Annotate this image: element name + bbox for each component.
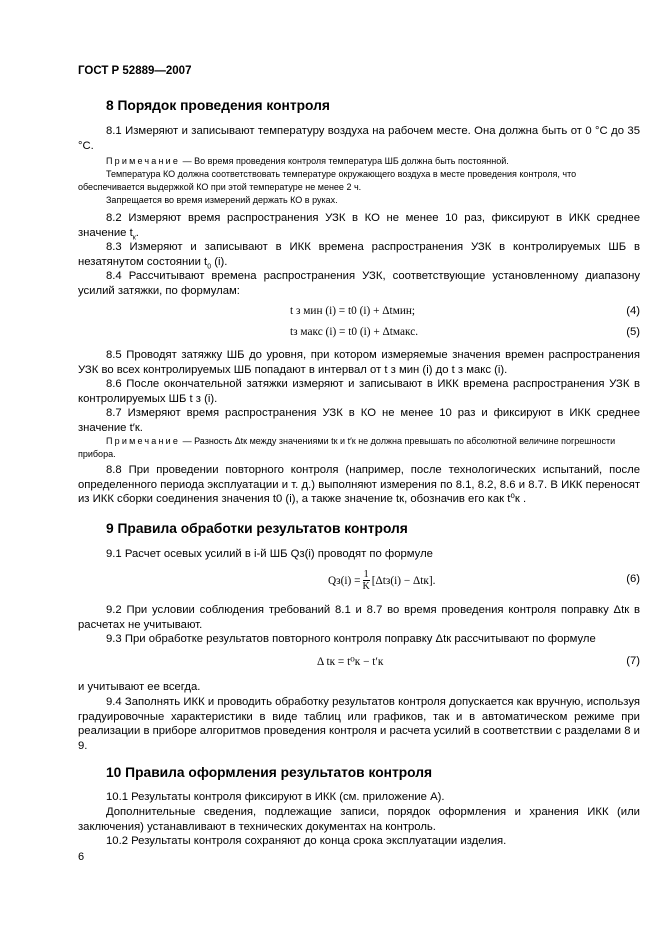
- para-8-3: 8.3 Измеряют и записывают в ИКК времена распространения УЗК в контролируемых ШБ в незатянутом состоянии $t_0$ (i).: [78, 241, 640, 270]
- formula-4: t з мин (i) = t0 (i) + Δtмин;: [290, 305, 416, 317]
- formula-6: Qз(i) = $\frac{1}{K}$ [Δtз(i) − Δtк].: [328, 569, 436, 592]
- para-8-8: 8.8 При проведении повторного контроля (например, после технологических испытаний, после определенного периода эксплуатации и т. д.) выполняют измерения по 8.1, 8.2, 8.6 и 8.7. В ИКК переносят из ИКК сборки соединения значения t0 (i), а также значение tк, обозначив его как t⁰к .: [78, 464, 640, 506]
- formula-4-number: (4): [626, 305, 640, 317]
- formula-7-number: (7): [626, 655, 640, 667]
- para-10-1-extra: Дополнительные сведения, подлежащие записи, порядок оформления и хранения ИКК (или заключения) устанавливают в технических документах на контроль.: [78, 806, 640, 833]
- para-8-7: 8.7 Измеряют время распространения УЗК в КО не менее 10 раз и фиксируют в ИКК среднее значение t′к.: [78, 407, 640, 434]
- note-label-2: Примечание: [106, 436, 181, 446]
- page-number: 6: [78, 851, 85, 863]
- note-label: Примечание: [106, 156, 181, 166]
- formula-5: tз макс (i) = t0 (i) + Δtмакс.: [290, 326, 419, 338]
- section-10-title: 10 Правила оформления результатов контроля: [106, 765, 433, 780]
- para-8-4: 8.4 Рассчитывают времена распространения УЗК, соответствующие установленному диапазону усилий затяжки, по формулам:: [78, 270, 640, 297]
- note-1: Примечание — Во время проведения контроля температура ШБ должна быть постоянной. Температура КО должна соответствовать температуре окружающего воздуха в месте проведения контроля, что обеспечивается выдержкой КО при этой температуре не менее 2 ч. Запрещается во время измерений держать КО в руках.: [78, 156, 577, 205]
- para-8-6: 8.6 После окончательной затяжки измеряют и записывают в ИКК времена распространения УЗК в контролируемых ШБ t з (i).: [78, 378, 640, 405]
- formula-6-number: (6): [626, 573, 640, 585]
- formula-5-number: (5): [626, 326, 640, 338]
- para-9-4: 9.4 Заполнять ИКК и проводить обработку результатов контроля допускается как вручную, используя градуировочные характеристики в виде таблиц или графиков, так и в автоматическом режиме при реализации в приборе алгоритмов проведения контроля и расчета усилий в соответствии с разделами 8 и 9.: [78, 696, 640, 752]
- para-9-3-tail: и учитывают ее всегда.: [78, 681, 201, 693]
- document-header: ГОСТ Р 52889—2007: [78, 65, 192, 77]
- para-8-1: 8.1 Измеряют и записывают температуру воздуха на рабочем месте. Она должна быть от 0 °С до 35 °С.: [78, 125, 640, 152]
- para-9-3: 9.3 При обработке результатов повторного контроля поправку Δtк рассчитывают по формуле: [106, 633, 596, 645]
- para-9-1: 9.1 Расчет осевых усилий в i-й ШБ Qз(i) проводят по формуле: [106, 548, 433, 560]
- section-9-title: 9 Правила обработки результатов контроля: [106, 521, 408, 536]
- para-9-2: 9.2 При условии соблюдения требований 8.1 и 8.7 во время проведения контроля поправку Δtк в расчетах не учитывают.: [78, 604, 640, 631]
- section-8-title: 8 Порядок проведения контроля: [106, 98, 330, 113]
- note-2: Примечание — Разность Δtк между значениями tк и t′к не должна превышать по абсолютной величине погрешности прибора.: [78, 436, 616, 459]
- para-10-2: 10.2 Результаты контроля сохраняют до конца срока эксплуатации изделия.: [106, 835, 507, 847]
- para-10-1: 10.1 Результаты контроля фиксируют в ИКК (см. приложение А).: [106, 791, 445, 803]
- para-8-5: 8.5 Проводят затяжку ШБ до уровня, при котором измеряемые значения времен распространения УЗК во всех контролируемых ШБ попадают в интервал от t з мин (i) до t з макс (i).: [78, 349, 640, 376]
- formula-6-fraction: $\frac{1}{K}$: [362, 569, 370, 592]
- para-8-2: 8.2 Измеряют время распространения УЗК в КО не менее 10 раз, фиксируют в ИКК среднее значение $t_к$.: [78, 212, 640, 241]
- formula-7: Δ tк = t⁰к − t′к: [317, 656, 384, 668]
